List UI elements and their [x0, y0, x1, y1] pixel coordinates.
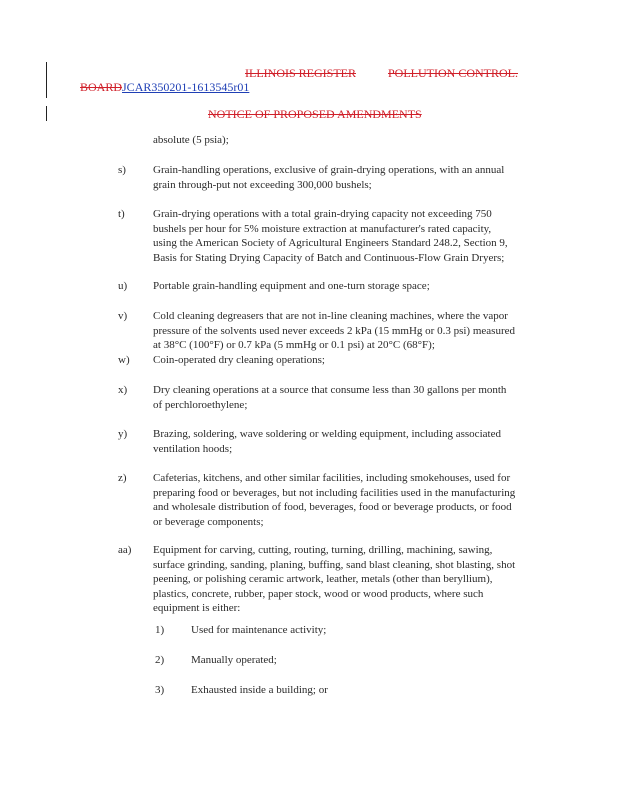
list-item-text — [153, 353, 553, 368]
sub-list-item-label: 2) — [155, 654, 165, 666]
list-item-text — [153, 279, 553, 294]
list-item-line: or beverage components; — [153, 515, 264, 528]
header-row-2 — [80, 80, 249, 94]
continuation-text: absolute (5 psia); — [153, 134, 229, 146]
list-item-text — [153, 543, 553, 616]
board-word-deleted: BOARD — [80, 80, 123, 94]
list-item-line: using the American Society of Agricultural Engineers Standard 248.2, Section 9, — [153, 237, 508, 249]
sub-list-item-label: 3) — [155, 684, 165, 696]
jcar-reference-inserted: JCAR350201-1613545r01 — [122, 80, 250, 94]
sub-list-item-text: Exhausted inside a building; or — [191, 684, 328, 696]
sub-list-item-label: 1) — [155, 624, 165, 636]
change-bar-top — [46, 62, 47, 98]
list-item-line: at 38°C (100°F) or 0.7 kPa (5 mmHg or 0.1 psi) at 20°C (68°F); — [153, 339, 435, 351]
sub-list-item-text: Manually operated; — [191, 654, 277, 666]
header-row-1: ILLINOIS REGISTER POLLUTION CONTROL. — [245, 66, 518, 80]
notice-title-deleted: NOTICE OF PROPOSED AMENDMENTS — [208, 107, 422, 121]
list-item-label: y) — [118, 428, 128, 440]
list-item-line: pressure of the solvents used never exceeds 2 kPa (15 mmHg or 0.3 psi) measured — [153, 324, 515, 337]
list-item-line: Dry cleaning operations at a source that consume less than 30 gallons per month — [153, 384, 507, 396]
list-item-line: equipment is either: — [153, 602, 241, 614]
list-item-text — [153, 163, 553, 192]
list-item-line: bushels per hour for 5% moisture extraction at manufacturer's rated capacity, — [153, 222, 492, 235]
list-item-label: x) — [118, 384, 128, 396]
list-item-label: aa) — [118, 544, 132, 556]
list-item-label: z) — [118, 472, 127, 484]
list-item-line: Basis for Stating Drying Capacity of Batch and Continuous-Flow Grain Dryers; — [153, 251, 505, 264]
list-item-text — [153, 427, 553, 456]
list-item-line: of perchloroethylene; — [153, 398, 248, 411]
list-item-label: u) — [118, 280, 128, 292]
list-item-line: Grain-drying operations with a total grain-drying capacity not exceeding 750 — [153, 208, 492, 220]
list-item-line: grain through-put not exceeding 300,000 bushels; — [153, 178, 372, 191]
list-item-text — [153, 471, 553, 529]
list-item-label: t) — [118, 208, 125, 220]
list-item-line: peening, or polishing ceramic artwork, leather, metals (other than beryllium), — [153, 573, 493, 585]
list-item-line: Coin-operated dry cleaning operations; — [153, 354, 325, 366]
list-item-text — [153, 207, 553, 265]
list-item-line: Cold cleaning degreasers that are not in-line cleaning machines, where the vapor — [153, 310, 508, 322]
list-item-line: ventilation hoods; — [153, 442, 233, 455]
list-item-line: and wholesale distribution of food, beverages, food or beverage products, or food — [153, 501, 512, 513]
board-title-deleted: POLLUTION CONTROL — [388, 66, 515, 80]
list-item-text — [153, 309, 553, 353]
list-item-line: Grain-handling operations, exclusive of grain-drying operations, with an annual — [153, 164, 505, 176]
list-item-label: w) — [118, 354, 130, 366]
list-item-line: Equipment for carving, cutting, routing, turning, drilling, machining, sawing, — [153, 544, 493, 556]
list-item-label: s) — [118, 164, 126, 176]
list-item-label: v) — [118, 310, 128, 322]
sub-list-item-text: Used for maintenance activity; — [191, 624, 327, 636]
header-row-3 — [208, 107, 422, 121]
change-bar-middle — [46, 106, 47, 121]
list-item-text — [153, 383, 553, 412]
list-item-line: Cafeterias, kitchens, and other similar facilities, including smokehouses, used for — [153, 472, 511, 484]
list-item-line: surface grinding, sanding, planing, buffing, sand blast cleaning, shot blasting, shot — [153, 558, 516, 571]
list-item-line: preparing food or beverages, but not including facilities used in the manufacturing — [153, 486, 516, 499]
register-title-deleted: ILLINOIS REGISTER — [245, 66, 356, 80]
list-item-line: plastics, concrete, rubber, paper stock, wood or wood products, where such — [153, 587, 484, 600]
list-item-line: Portable grain-handling equipment and one-turn storage space; — [153, 280, 430, 292]
list-item-line: Brazing, soldering, wave soldering or welding equipment, including associated — [153, 428, 501, 440]
